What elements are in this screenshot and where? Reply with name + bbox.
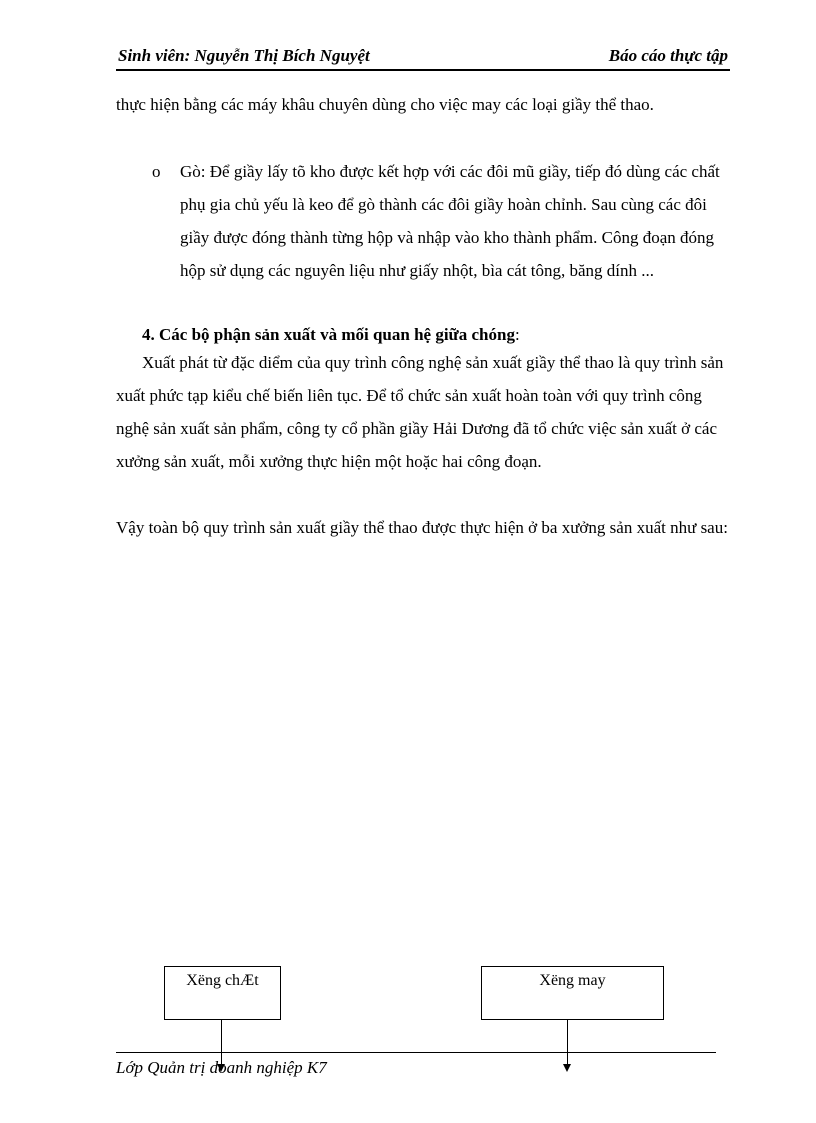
paragraph-description: Xuất phát từ đặc diểm của quy trình công nghệ sản xuất giầy thể thao là quy trình sản xuất phức tạp kiểu chế biến liên tục. Để tổ chức sản xuất hoàn toàn với quy trình công nghệ sản xuất sản phẩm, công ty cổ phần giầy Hải Dương đã tổ chức việc sản xuất ở các xưởng sản xuất, mỗi xưởng thực hiện một hoặc hai công đoạn. <box>116 353 724 471</box>
workshop-box-cutting-label: Xëng chÆt <box>186 972 259 989</box>
workshop-box-cutting <box>164 966 281 1020</box>
arrow-down-icon <box>563 1064 571 1072</box>
workshop-box-sewing-label: Xëng may <box>539 972 606 989</box>
workshop-box-sewing <box>481 966 664 1020</box>
section-heading-text: 4. Các bộ phận sản xuất và mối quan hệ giữa chóng <box>142 325 515 344</box>
paragraph-intro-workshops: Vậy toàn bộ quy trình sản xuất giầy thể thao được thực hiện ở ba xưởng sản xuất như sau: <box>116 518 728 537</box>
footer-class-name: Lớp Quản trị doanh nghiệp K7 <box>116 1058 327 1077</box>
footer-rule <box>116 1052 716 1053</box>
header-student-name: Sinh viên: Nguyễn Thị Bích Nguyệt <box>118 46 370 65</box>
header-rule <box>116 69 730 71</box>
section-heading-colon: : <box>514 325 520 344</box>
bullet-paragraph: Gò: Để giầy lấy tõ kho được kết hợp với các đôi mũ giầy, tiếp đó dùng các chất phụ gia chủ yếu là keo để gò thành các đôi giầy hoàn chỉnh. Sau cùng các đôi giầy được đóng thành từng hộp và nhập vào kho thành phẩm. Công đoạn đóng hộp sử dụng các nguyên liệu như giấy nhột, bìa cát tông, băng dính ... <box>180 162 720 280</box>
paragraph-continuation: thực hiện bằng các máy khâu chuyên dùng cho việc may các loại giầy thể thao. <box>116 95 654 114</box>
connector-line-sewing <box>567 1019 568 1064</box>
header-report-title: Báo cáo thực tập <box>608 46 728 65</box>
bullet-marker: o <box>152 162 161 181</box>
